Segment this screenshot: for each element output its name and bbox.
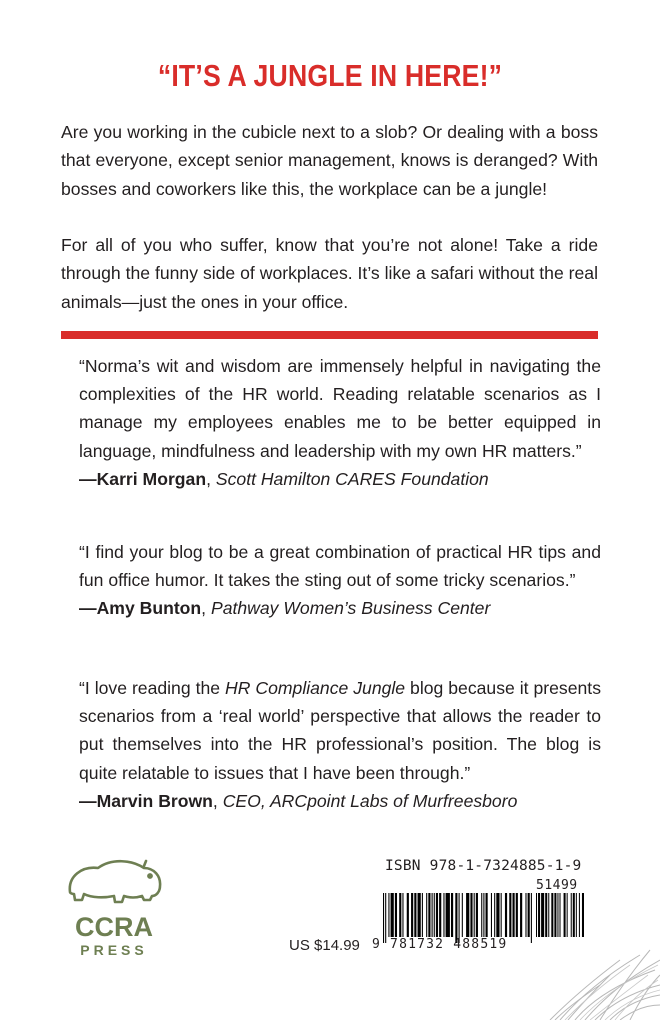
- barcode-bar: [446, 893, 450, 937]
- testimonial-attribution: [79, 787, 601, 815]
- barcode-bar: [512, 893, 514, 937]
- testimonial-3: [79, 674, 601, 815]
- barcode-bar: [509, 893, 511, 937]
- barcode-bar: [525, 893, 526, 937]
- publisher-name: CCRA: [75, 912, 153, 942]
- barcode-bar: [385, 893, 386, 943]
- barcode-bar: [428, 893, 430, 937]
- attribution-separator: ,: [212, 790, 223, 811]
- ean-number: 9 781732 488519: [372, 937, 508, 952]
- attribution-dash: —: [79, 468, 97, 489]
- barcode-bar: [496, 893, 499, 937]
- attribution-name: Amy Bunton: [96, 598, 202, 619]
- barcode-bar: [402, 893, 403, 937]
- testimonial-text-start: “I love reading the: [79, 678, 226, 698]
- barcode-bar: [422, 893, 423, 937]
- barcode-bar: [399, 893, 401, 937]
- barcode-bar: [459, 893, 460, 943]
- testimonial-1: [79, 352, 601, 493]
- barcode-bar: [439, 893, 441, 937]
- barcode-bar: [505, 893, 507, 937]
- barcode-bar: [474, 893, 475, 937]
- attribution-name: Karri Morgan: [96, 468, 207, 489]
- testimonial-attribution: [79, 465, 601, 493]
- attribution-name: Marvin Brown: [96, 790, 213, 811]
- barcode-bar: [451, 893, 453, 937]
- attribution-dash: —: [79, 790, 97, 811]
- divider-rule: [61, 331, 598, 339]
- barcode-bar: [520, 893, 522, 937]
- testimonial-attribution: [79, 594, 601, 622]
- barcode-bar: [407, 893, 409, 937]
- blog-title: HR Compliance Jungle: [225, 678, 406, 698]
- testimonial-text-end: blog because it presents scenarios from a ‘real world’ perspective that allows the reader to put themselves into the HR professional’s position. The blog is quite relatable to issues that I have been through.”: [79, 678, 601, 783]
- testimonial-text: “I find your blog to be a great combination of practical HR tips and fun office humor. It takes the sting out of some tricky scenarios.”: [79, 542, 601, 591]
- barcode-bar: [501, 893, 502, 937]
- barcode-bar: [414, 893, 416, 937]
- testimonial-2: [79, 538, 601, 623]
- barcode-bar: [494, 893, 495, 937]
- barcode-bar: [470, 893, 472, 937]
- attribution-org: Scott Hamilton CARES Foundation: [215, 468, 489, 489]
- barcode-bar: [391, 893, 394, 937]
- barcode-bar: [483, 893, 484, 937]
- barcode-bar: [516, 893, 518, 937]
- attribution-separator: ,: [201, 598, 211, 619]
- publisher-subtitle: PRESS: [80, 942, 148, 958]
- isbn-label: ISBN 978-1-7324885-1-9: [385, 858, 582, 874]
- blurb-paragraph-1: Are you working in the cubicle next to a slob? Or dealing with a boss that everyone, except senior management, knows is deranged? With bosses and coworkers like this, the workplace can be a jungle!: [61, 122, 598, 199]
- barcode-bar: [455, 893, 457, 943]
- hippo-icon: [70, 861, 160, 902]
- barcode-bar: [436, 893, 438, 937]
- barcode-bar: [481, 893, 482, 937]
- barcode-bar: [466, 893, 469, 937]
- price-code: 51499: [536, 878, 578, 893]
- barcode-bar: [411, 893, 413, 937]
- attribution-dash: —: [79, 598, 97, 619]
- headline: “IT’S A JUNGLE IN HERE!”: [157, 58, 503, 93]
- barcode-bar: [383, 893, 384, 943]
- barcode-bar: [418, 893, 421, 937]
- fur-texture: [530, 930, 660, 1020]
- barcode-bar: [432, 893, 433, 937]
- barcode-bar: [395, 893, 397, 937]
- attribution-org: Pathway Women’s Business Center: [210, 598, 491, 619]
- blurb-paragraph-2: For all of you who suffer, know that you’re not alone! Take a ride through the funny side of workplaces. It’s like a safari without the real animals—just the ones in your office.: [61, 235, 598, 312]
- price-label: US $14.99: [289, 937, 360, 954]
- attribution-org: CEO, ARCpoint Labs of Murfreesboro: [222, 790, 518, 811]
- attribution-separator: ,: [206, 468, 216, 489]
- barcode-bar: [476, 893, 478, 937]
- publisher-logo: [60, 852, 170, 962]
- barcode-bar: [388, 893, 389, 937]
- barcode-bar: [491, 893, 492, 937]
- barcode-bar: [486, 893, 488, 937]
- barcode-bar: [426, 893, 427, 937]
- testimonial-text: “Norma’s wit and wisdom are immensely helpful in navigating the complexities of the HR world. Reading relatable scenarios as I manage my employees enables me to be better equipped in language, mindfulness and leadership with my own HR matters.”: [79, 356, 601, 461]
- barcode-bar: [443, 893, 444, 937]
- barcode-bar: [462, 893, 463, 937]
- barcode-bar: [434, 893, 435, 937]
